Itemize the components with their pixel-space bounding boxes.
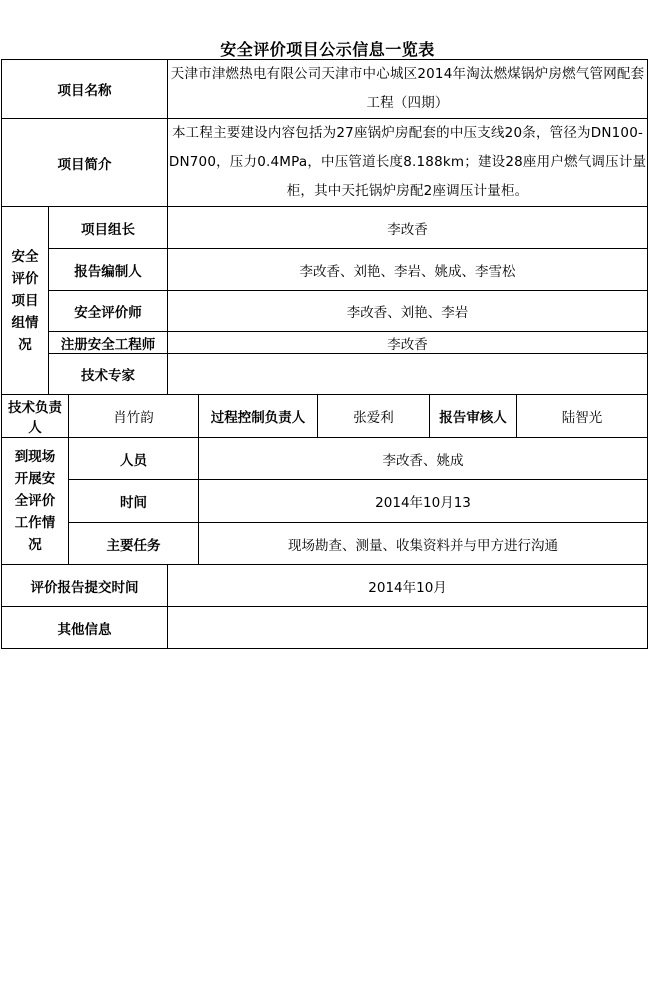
project-name-value: 天津市津燃热电有限公司天津市中心城区2014年淘汰燃煤锅炉房燃气管网配套工程（四期） (168, 60, 648, 119)
report-authors-value: 李改香、刘艳、李岩、姚成、李雪松 (168, 249, 648, 291)
row-report-submit (2, 565, 648, 607)
project-name-label: 项目名称 (2, 60, 168, 119)
registered-engineer-value: 李改香 (168, 332, 648, 354)
row-tech-experts (2, 354, 648, 395)
process-control-value: 张爱利 (318, 395, 430, 438)
row-report-authors (2, 249, 648, 291)
site-time-value: 2014年10月13 (199, 480, 648, 523)
team-section-label: 安全评价项目组情况 (2, 207, 49, 395)
tech-experts-label: 技术专家 (49, 354, 168, 395)
registered-engineer-label: 注册安全工程师 (49, 332, 168, 354)
team-leader-label: 项目组长 (49, 207, 168, 249)
other-info-value (168, 607, 648, 649)
row-project-summary (2, 119, 648, 207)
row-responsibles (2, 395, 648, 438)
row-registered-engineer (2, 332, 648, 354)
evaluators-value: 李改香、刘艳、李岩 (168, 291, 648, 332)
row-site-personnel (2, 438, 648, 480)
site-personnel-label: 人员 (69, 438, 199, 480)
report-submit-value: 2014年10月 (168, 565, 648, 607)
team-leader-value: 李改香 (168, 207, 648, 249)
site-time-label: 时间 (69, 480, 199, 523)
tech-lead-label: 技术负责人 (2, 395, 69, 438)
info-table (1, 59, 648, 649)
process-control-label: 过程控制负责人 (199, 395, 318, 438)
row-other-info (2, 607, 648, 649)
row-evaluators (2, 291, 648, 332)
tech-experts-value (168, 354, 648, 395)
site-work-section-label: 到现场开展安全评价工作情况 (2, 438, 69, 565)
report-submit-label: 评价报告提交时间 (2, 565, 168, 607)
tech-lead-value: 肖竹韵 (69, 395, 199, 438)
reviewer-label: 报告审核人 (430, 395, 517, 438)
other-info-label: 其他信息 (2, 607, 168, 649)
project-summary-label: 项目简介 (2, 119, 168, 207)
evaluators-label: 安全评价师 (49, 291, 168, 332)
page-title: 安全评价项目公示信息一览表 (220, 40, 435, 59)
row-site-tasks (2, 523, 648, 565)
report-authors-label: 报告编制人 (49, 249, 168, 291)
row-team-leader (2, 207, 648, 249)
reviewer-value: 陆智光 (517, 395, 648, 438)
row-project-name (2, 60, 648, 119)
site-tasks-label: 主要任务 (69, 523, 199, 565)
project-summary-value: 本工程主要建设内容包括为27座锅炉房配套的中压支线20条，管径为DN100-DN700，压力0.4MPa，中压管道长度8.188km；建设28座用户燃气调压计量柜，其中天托锅炉房配2座调压计量柜。 (168, 119, 648, 207)
site-tasks-value: 现场勘查、测量、收集资料并与甲方进行沟通 (199, 523, 648, 565)
row-site-time (2, 480, 648, 523)
site-personnel-value: 李改香、姚成 (199, 438, 648, 480)
